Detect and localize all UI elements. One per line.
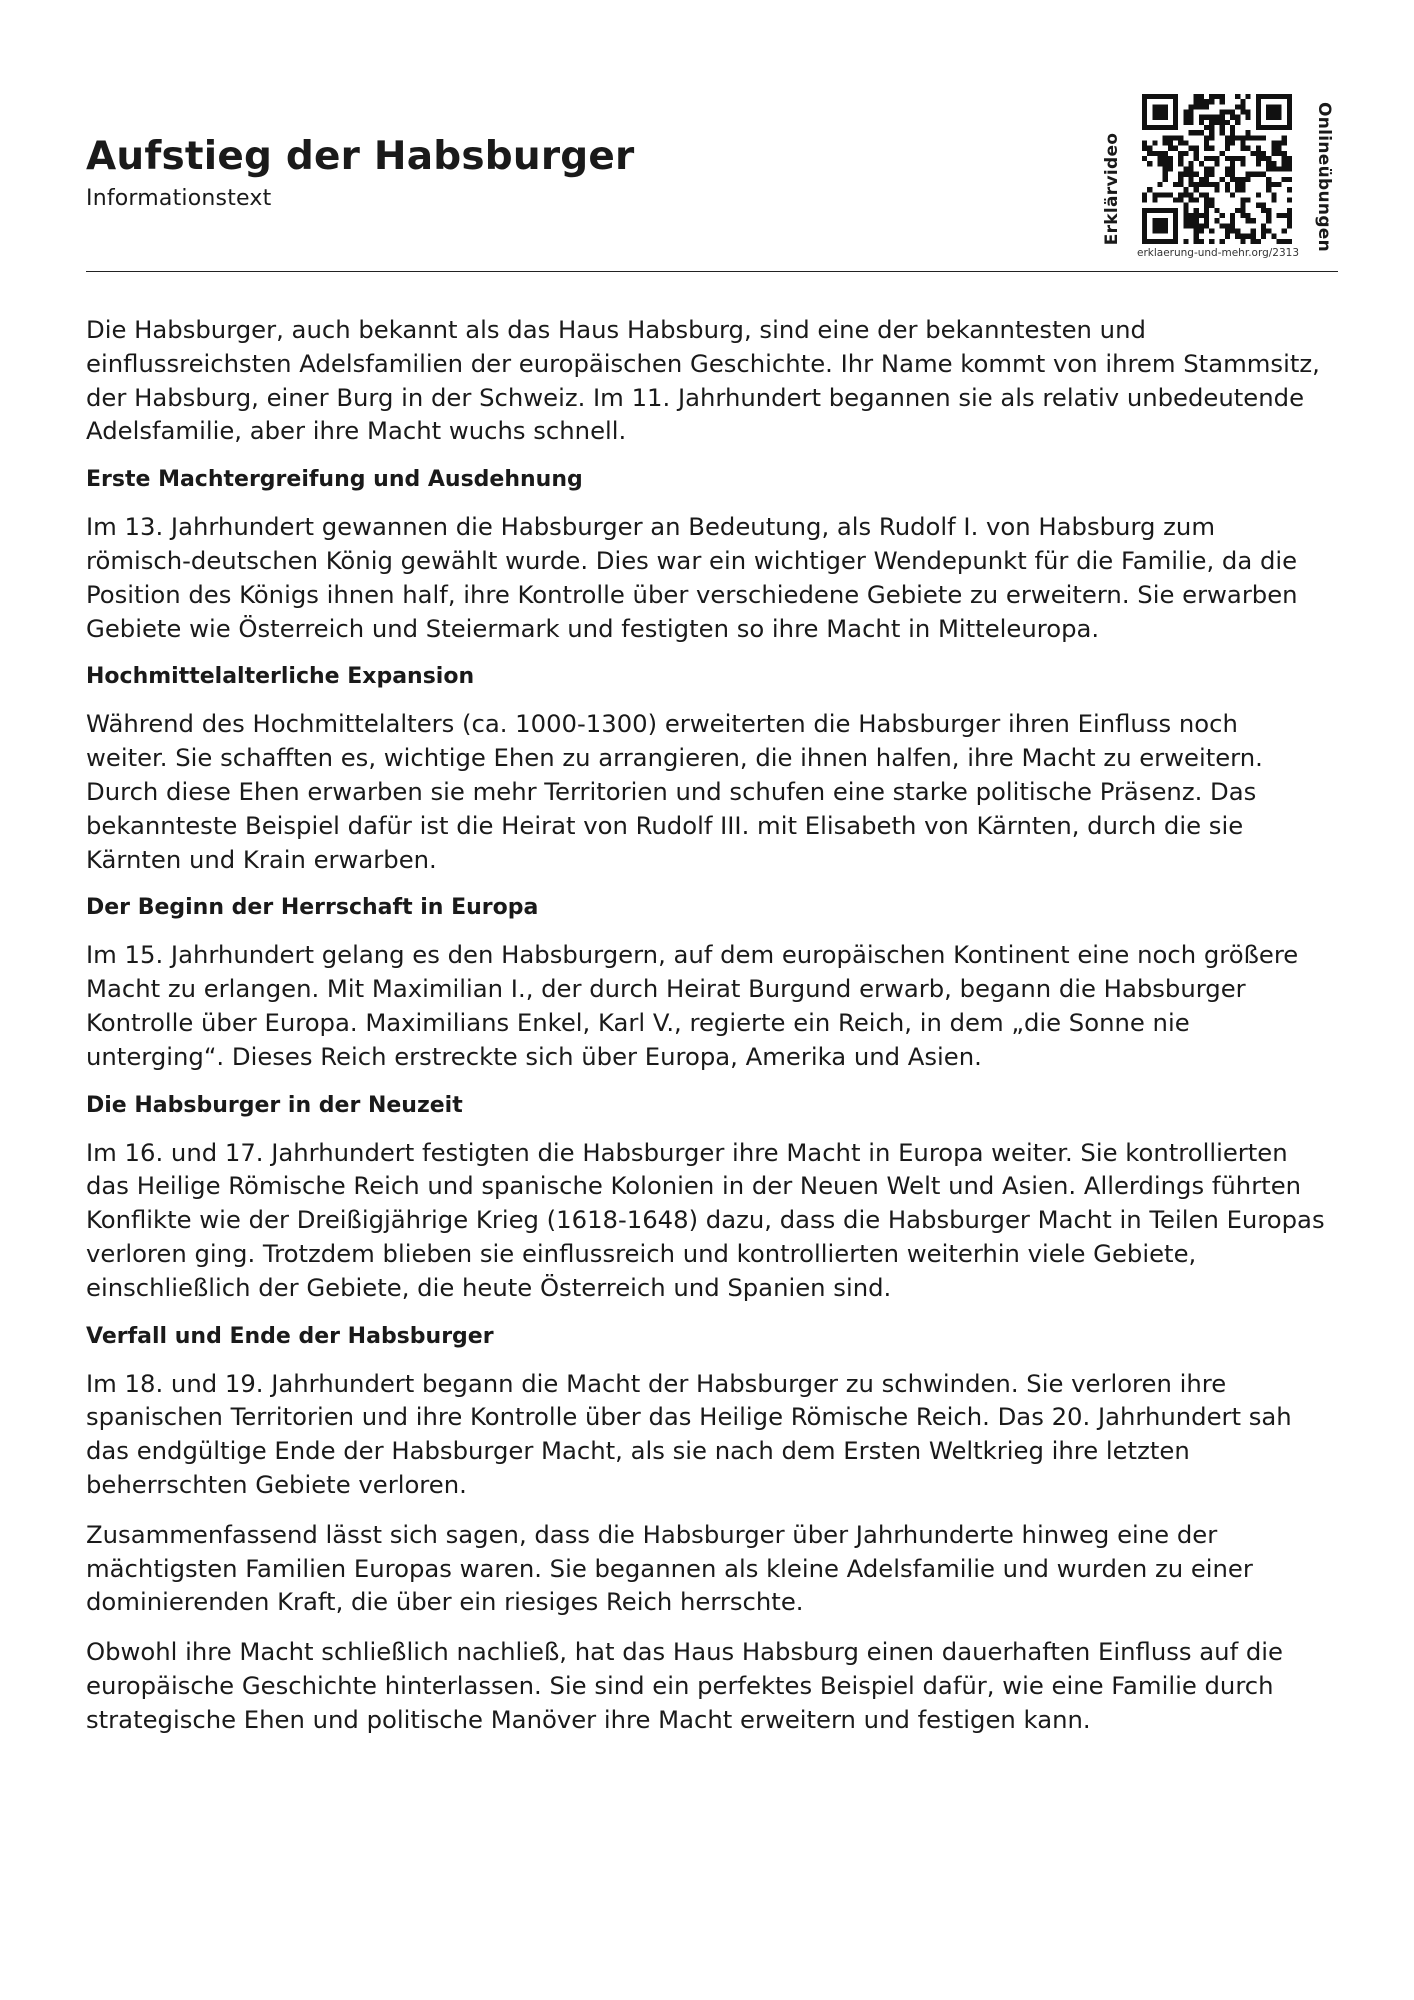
qr-code-icon[interactable] [1142, 94, 1292, 244]
qr-url[interactable]: erklaerung-und-mehr.org/2313 [1136, 247, 1300, 259]
page-title: Aufstieg der Habsburger [86, 134, 635, 179]
section-heading: Erste Machtergreifung und Ausdehnung [86, 467, 583, 493]
section-heading: Hochmittelalterliche Expansion [86, 664, 475, 690]
article-body [86, 313, 1326, 1753]
section-heading: Verfall und Ende der Habsburger [86, 1323, 494, 1349]
section-paragraph: Im 18. und 19. Jahrhundert begann die Macht der Habsburger zu schwinden. Sie verloren ihre spanischen Territorien und ihre Kontrolle über das Heilige Römische Reich. Das 20. Jahrhundert sah das endgültige Ende der Habsburger Macht, als sie nach dem Ersten Weltkrieg ihre letzten beherrschten Gebiete verloren. [86, 1368, 1292, 1499]
section-heading: Die Habsburger in der Neuzeit [86, 1092, 463, 1118]
sections-container [86, 464, 1326, 1736]
section [86, 661, 1326, 876]
section [86, 892, 1326, 1073]
qr-block [1098, 92, 1338, 264]
section-paragraph: Zusammenfassend lässt sich sagen, dass die Habsburger über Jahrhunderte hinweg eine der mächtigsten Familien Europas waren. Sie begannen als kleine Adelsfamilie und wurden zu einer dominierenden Kraft, die über ein riesiges Reich herrschte. [86, 1519, 1253, 1617]
page-header [86, 135, 634, 211]
qr-label-exercises[interactable]: Onlineübungen [1314, 102, 1334, 253]
section-paragraph: Im 13. Jahrhundert gewannen die Habsburger an Bedeutung, als Rudolf I. von Habsburg zum römisch-deutschen König gewählt wurde. Dies war ein wichtiger Wendepunkt für die Familie, da die Position des Königs ihnen half, ihre Kontrolle über verschiedene Gebiete zu erweitern. Sie erwarben Gebiete wie Österreich und Steiermark und festigten so ihre Macht in Mitteleuropa. [86, 512, 1298, 643]
qr-label-video[interactable]: Erklärvideo [1102, 132, 1122, 246]
section [86, 464, 1326, 645]
section-heading: Der Beginn der Herrschaft in Europa [86, 895, 539, 921]
section-paragraph: Während des Hochmittelalters (ca. 1000-1300) erweiterten die Habsburger ihren Einfluss noch weiter. Sie schafften es, wichtige Ehen zu arrangieren, die ihnen halfen, ihre Macht zu erweitern. Durch diese Ehen erwarben sie mehr Territorien und schufen eine starke politische Präsenz. Das bekannteste Beispiel dafür ist die Heirat von Rudolf III. mit Elisabeth von Kärnten, durch die sie Kärnten und Krain erwarben. [86, 709, 1263, 874]
header-divider [86, 271, 1338, 272]
intro-paragraph: Die Habsburger, auch bekannt als das Haus Habsburg, sind eine der bekanntesten und einflussreichsten Adelsfamilien der europäischen Geschichte. Ihr Name kommt von ihrem Stammsitz, der Habsburg, einer Burg in der Schweiz. Im 11. Jahrhundert begannen sie als relativ unbedeutende Adelsfamilie, aber ihre Macht wuchs schnell. [86, 315, 1320, 446]
section [86, 1321, 1326, 1737]
page-subtitle: Informationstext [86, 185, 272, 211]
section-paragraph: Im 15. Jahrhundert gelang es den Habsburgern, auf dem europäischen Kontinent eine noch größere Macht zu erlangen. Mit Maximilian I., der durch Heirat Burgund erwarb, begann die Habsburger Kontrolle über Europa. Maximilians Enkel, Karl V., regierte ein Reich, in dem „die Sonne nie unterging“. Dieses Reich erstreckte sich über Europa, Amerika und Asien. [86, 940, 1299, 1071]
section [86, 1090, 1326, 1305]
section-paragraph: Im 16. und 17. Jahrhundert festigten die Habsburger ihre Macht in Europa weiter. Sie kontrollierten das Heilige Römische Reich und spanische Kolonien in der Neuen Welt und Asien. Allerdings führten Konflikte wie der Dreißigjährige Krieg (1618-1648) dazu, dass die Habsburger Macht in Teilen Europas verloren ging. Trotzdem blieben sie einflussreich und kontrollierten weiterhin viele Gebiete, einschließlich der Gebiete, die heute Österreich und Spanien sind. [86, 1137, 1325, 1302]
section-paragraph: Obwohl ihre Macht schließlich nachließ, hat das Haus Habsburg einen dauerhaften Einfluss auf die europäische Geschichte hinterlassen. Sie sind ein perfektes Beispiel dafür, wie eine Familie durch strategische Ehen und politische Manöver ihre Macht erweitern und festigen kann. [86, 1637, 1283, 1734]
